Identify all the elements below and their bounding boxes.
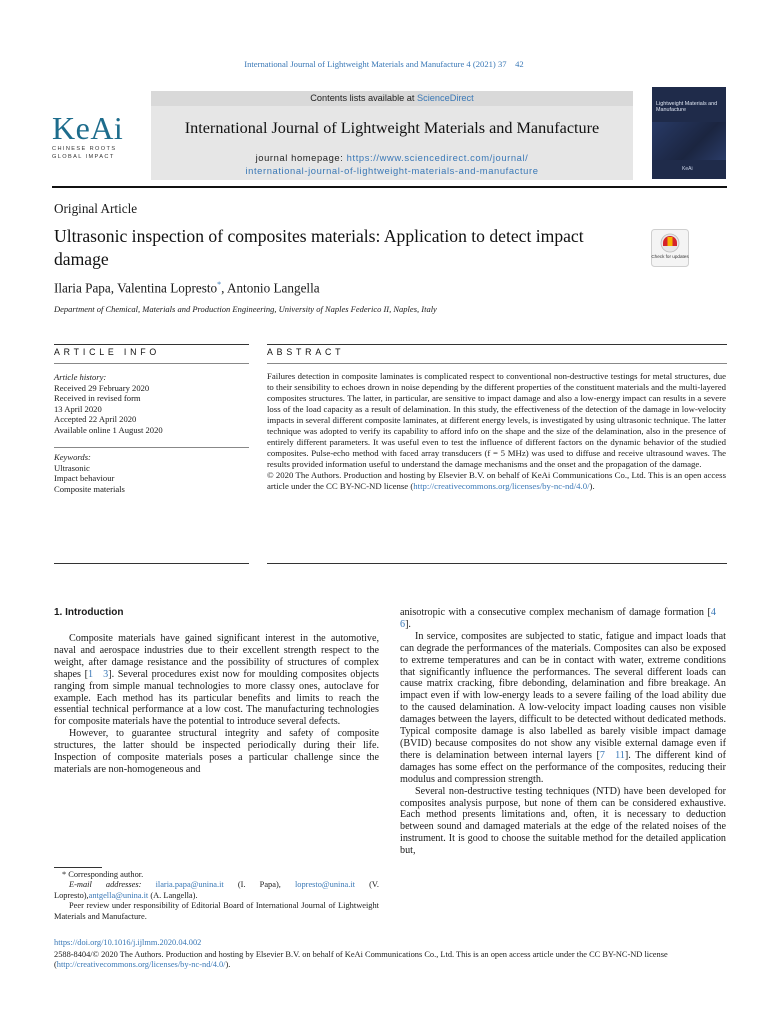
email-owner: (I. Papa), xyxy=(223,880,295,890)
keai-tagline-line-2: GLOBAL IMPACT xyxy=(52,153,115,160)
email-owner: (A. Langella). xyxy=(148,890,198,900)
footnote-rule xyxy=(54,867,102,868)
paragraph-text: ]. Several procedures exist now for moulding composites objects ranging from simple manual technologies to more classy ones, autoclave for example. Each method has its particular benefits and limits to reach the essential technical performance at a low cost. The manufacturing technologies for composite materials have the potential to introduce several defects. xyxy=(54,668,379,728)
issn-copyright-end: ). xyxy=(225,960,231,970)
paragraph: However, to guarantee structural integrity and safety of composite structures, the latter should be inspected periodically during their life. Inspection of composite materials poses a particular challenge since the materials are non-homogeneous and xyxy=(54,728,379,775)
issn-copyright-text: 2588-8404/© 2020 The Authors. Production and hosting by Elsevier B.V. on behalf of KeAi Communications Co., Ltd. This is an open access article under the CC BY-NC-ND license ( xyxy=(54,950,668,970)
introduction-heading: 1. Introduction xyxy=(54,607,124,618)
paragraph-text: In service, composites are subjected to static, fatigue and impact loads that can degrade the performances of the materials. Composites can also be exposed to extreme temperatures and can be in contact with water, extreme conditions that significantly influence the performances. The several different loads can cause matrix cracking, fibre debonding, delamination and fibre breakage. An impact even if with low-energy leads to a severe failing of the load ability due to the caused delamination. A low-velocity impact loading causes non visible damages between the layers, difficult to be detected without dedicated methods. Typical composite damage is also labelled as barely visible impact damage (BVID) because composites do not show any visible external damage even if there is delamination between internal layers [ xyxy=(400,630,726,761)
journal-cover-graphic xyxy=(652,122,726,160)
homepage-prefix: journal homepage: xyxy=(255,152,347,163)
email-link[interactable]: lopresto@unina.it xyxy=(294,880,356,890)
journal-cover-title: Lightweight Materials and Manufacture xyxy=(656,101,718,114)
corresponding-author-note: * Corresponding author. xyxy=(62,870,144,879)
peer-review-note: Peer review under responsibility of Editorial Board of International Journal of Lightweight Materials and Manufacture. xyxy=(54,901,379,921)
keyword-item: Composite materials xyxy=(54,483,125,494)
abstract-license-link[interactable]: http://creativecommons.org/licenses/by-nc-nd/4.0/ xyxy=(413,481,590,492)
keai-logo-wordmark: KeAi xyxy=(52,110,124,146)
abstract-top-rule xyxy=(267,344,727,345)
history-item: Received 29 February 2020 xyxy=(54,382,150,393)
keywords-label: Keywords: xyxy=(54,452,91,462)
article-type: Original Article xyxy=(54,201,138,216)
keywords-rule xyxy=(54,447,249,448)
paragraph-text: ]. xyxy=(405,618,411,630)
body-left-column xyxy=(54,633,379,776)
header-divider xyxy=(52,186,727,188)
keyword-item: Impact behaviour xyxy=(54,473,115,484)
abstract-body xyxy=(267,371,726,493)
doi-link[interactable]: https://doi.org/10.1016/j.ijlmm.2020.04.002 xyxy=(54,938,202,947)
abstract-copyright-end: ). xyxy=(589,481,595,492)
article-info-heading-rule xyxy=(54,363,249,364)
author-list xyxy=(54,280,320,296)
keywords xyxy=(54,452,249,494)
contents-prefix: Contents lists available at xyxy=(310,93,418,103)
citation-link[interactable]: 7 11 xyxy=(599,749,625,761)
homepage-link-part-1[interactable]: https://www.sciencedirect.com/journal/ xyxy=(346,152,529,163)
authors-part-1: Ilaria Papa, Valentina Lopresto xyxy=(54,280,218,296)
article-history xyxy=(54,372,249,436)
body-right-column xyxy=(400,607,726,857)
journal-title: International Journal of Lightweight Materials and Manufacture xyxy=(184,119,600,137)
paragraph xyxy=(400,631,726,786)
citation-link[interactable]: 4 6 xyxy=(400,607,726,630)
abstract-bottom-rule xyxy=(267,563,727,564)
history-item: 13 April 2020 xyxy=(54,403,102,414)
article-title: Ultrasonic inspection of composites materials: Application to detect impact damage xyxy=(54,226,584,269)
history-item: Accepted 22 April 2020 xyxy=(54,414,137,425)
check-for-updates-label: Check for updates xyxy=(651,254,689,259)
paragraph xyxy=(400,607,726,631)
issn-copyright xyxy=(54,950,727,971)
citation-link[interactable]: 1 3 xyxy=(87,668,109,680)
footer-license-link[interactable]: http://creativecommons.org/licenses/by-nc-nd/4.0/ xyxy=(56,960,226,970)
affiliation: Department of Chemical, Materials and Production Engineering, University of Naples Federico II, Naples, Italy xyxy=(54,304,437,314)
check-for-updates-icon[interactable] xyxy=(651,229,689,267)
keai-tagline xyxy=(52,146,136,161)
footnotes xyxy=(54,870,379,922)
paragraph: Several non-destructive testing techniques (NTD) have been developed for composites analysis purpose, but none of them can be considered exhaustive. Each method presents limitations and, often, it is necessary to deduction between sound and damaged materials at the edge of the related noises of the instrument. It is good to choose the suitable method for the detailed application but, xyxy=(400,785,726,857)
abstract-text: Failures detection in composite laminates is complicated respect to conventional non-destructive testings for metal structures, due to their sensibility to echoes drown in noise depending by the different properties of the constituent materials and the multi-layered composites structures. The latter, in particular, are sensitive to impact damage and also a low-energy impact can results in a severe loss of the load capacity as a result of delamination. In this study, the effectiveness of the detection of the damage in low-velocity impacts in several different composite laminates, at different energy levels, is investigated by using ultrasonic technique. The latter technique was adopted to verify its capability to afford info on the shape and the size of the delamination, also in the presence of entirely different parameters. It was useful even to test the influence of different factors on the dynamic behavior of the studied composites. Pulse-echo method with faced array transducers (f = 5 MHz) was used to diffuse and receive ultrasound waves. The results provided information useful to understand the damage mechanisms and the onset and the propagation of the damage. xyxy=(267,371,726,470)
history-item: Received in revised form xyxy=(54,393,141,404)
article-info-bottom-rule xyxy=(54,563,249,564)
abstract-heading-rule xyxy=(267,363,727,364)
paragraph xyxy=(54,633,379,728)
email-link[interactable]: antgella@unina.it xyxy=(88,890,149,900)
keai-logo xyxy=(52,112,136,161)
paragraph-text: anisotropic with a consecutive complex mechanism of damage formation [ xyxy=(400,607,711,618)
email-label: E-mail addresses: xyxy=(69,880,156,890)
authors-part-2: , Antonio Langella xyxy=(221,280,320,296)
corresponding-author-mark[interactable]: * xyxy=(217,280,222,289)
homepage-link-part-2[interactable]: international-journal-of-lightweight-materials-and-manufacture xyxy=(245,165,539,176)
paragraph-text: ]. The different kind of damages has some effect on the performance of the composites, reducing their modulus and compression strength. xyxy=(400,749,726,785)
contents-line xyxy=(151,93,633,103)
article-info-heading: ARTICLE INFO xyxy=(54,347,161,357)
abstract-copyright xyxy=(267,470,726,492)
abstract-copyright-text: © 2020 The Authors. Production and hosting by Elsevier B.V. on behalf of KeAi Communications Co., Ltd. This is an open access article under the CC BY-NC-ND license ( xyxy=(267,470,726,492)
email-owner: (V. Lopresto), xyxy=(54,880,379,900)
paragraph-text: Composite materials have gained significant interest in the automotive, naval and aerospace industries due to their excellent strength respect to the weight, after damage resistance and the possibility of structures of complex shapes [ xyxy=(54,633,379,680)
sciencedirect-link[interactable]: ScienceDirect xyxy=(417,93,474,103)
email-link[interactable]: ilaria.papa@unina.it xyxy=(155,880,224,890)
keyword-item: Ultrasonic xyxy=(54,462,90,473)
email-addresses xyxy=(54,880,379,901)
abstract-heading: ABSTRACT xyxy=(267,347,345,357)
journal-homepage-line-1 xyxy=(151,152,633,163)
journal-cover-logo: KeAi xyxy=(682,166,693,172)
keai-tagline-line-1: CHINESE ROOTS xyxy=(52,146,117,152)
journal-citation-link[interactable]: International Journal of Lightweight Materials and Manufacture 4 (2021) 37 42 xyxy=(244,59,524,69)
article-history-label: Article history: xyxy=(54,372,107,382)
history-item: Available online 1 August 2020 xyxy=(54,424,163,435)
article-info-top-rule xyxy=(54,344,249,345)
